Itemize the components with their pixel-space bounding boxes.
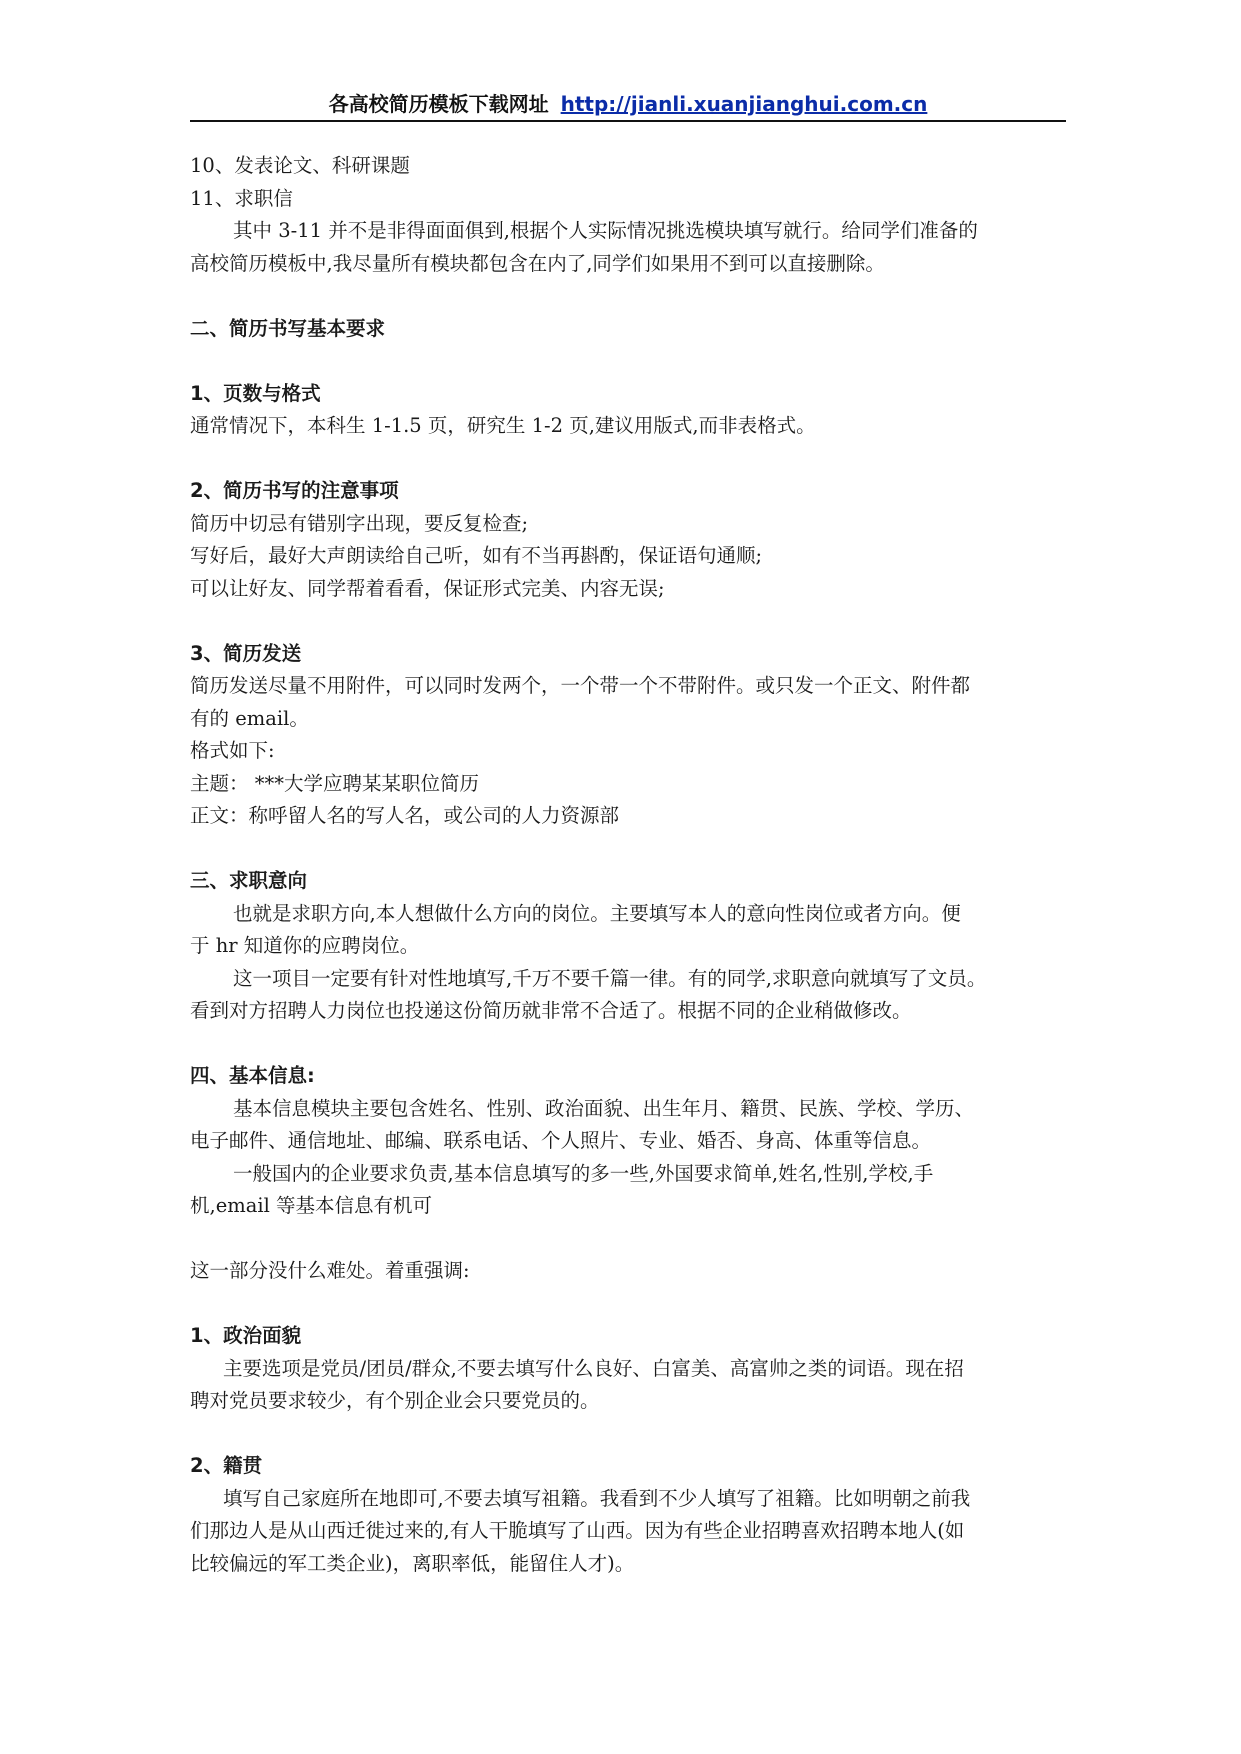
paragraph-line: 简历发送尽量不用附件，可以同时发两个，一个带一个不带附件。或只发一个正文、附件都 bbox=[190, 674, 971, 697]
paragraph-line: 电子邮件、通信地址、邮编、联系电话、个人照片、专业、婚否、身高、体重等信息。 bbox=[190, 1129, 932, 1152]
subsection-heading: 1、页数与格式 bbox=[190, 381, 321, 405]
paragraph-line: 于 hr 知道你的应聘岗位。 bbox=[190, 934, 420, 957]
paragraph-line: 填写自己家庭所在地即可,不要去填写祖籍。我看到不少人填写了祖籍。比如明朝之前我 bbox=[223, 1486, 971, 1510]
document-body bbox=[190, 150, 1066, 1580]
paragraph-line: 有的 email。 bbox=[190, 706, 309, 730]
paragraph-line: 这一部分没什么难处。着重强调: bbox=[190, 1259, 470, 1282]
paragraph-line: 主题： ***大学应聘某某职位简历 bbox=[190, 771, 479, 795]
paragraph-line: 简历中切忌有错别字出现，要反复检查; bbox=[190, 511, 529, 535]
section-heading: 三、求职意向 bbox=[190, 869, 308, 892]
paragraph-line: 正文：称呼留人名的写人名，或公司的人力资源部 bbox=[190, 804, 620, 827]
paragraph-line: 比较偏远的军工类企业)，离职率低，能留住人才)。 bbox=[190, 1551, 635, 1575]
paragraph-line: 一般国内的企业要求负责,基本信息填写的多一些,外国要求简单,姓名,性别,学校,手 bbox=[233, 1161, 934, 1185]
paragraph-line: 也就是求职方向,本人想做什么方向的岗位。主要填写本人的意向性岗位或者方向。便 bbox=[233, 901, 961, 925]
paragraph-line: 格式如下: bbox=[190, 739, 275, 762]
list-item: 10、发表论文、科研课题 bbox=[190, 154, 410, 177]
subsection-heading: 3、简历发送 bbox=[190, 641, 302, 665]
header-title: 各高校简历模板下载网址 bbox=[328, 92, 549, 116]
header-divider bbox=[190, 120, 1066, 122]
paragraph-line: 写好后，最好大声朗读给自己听，如有不当再斟酌，保证语句通顺; bbox=[190, 544, 763, 567]
paragraph-line: 这一项目一定要有针对性地填写,千万不要千篇一律。有的同学,求职意向就填写了文员。 bbox=[233, 966, 987, 990]
subsection-heading: 2、籍贯 bbox=[190, 1454, 263, 1477]
paragraph-line: 通常情况下，本科生 1-1.5 页，研究生 1-2 页,建议用版式,而非表格式。 bbox=[190, 414, 816, 437]
section-heading: 四、基本信息: bbox=[190, 1064, 315, 1087]
paragraph-line: 主要选项是党员/团员/群众,不要去填写什么良好、白富美、高富帅之类的词语。现在招 bbox=[223, 1356, 964, 1380]
paragraph-line: 可以让好友、同学帮着看看，保证形式完美、内容无误; bbox=[190, 576, 665, 600]
paragraph-line: 聘对党员要求较少，有个别企业会只要党员的。 bbox=[190, 1389, 600, 1412]
paragraph-line: 机,email 等基本信息有机可 bbox=[190, 1194, 433, 1217]
paragraph-line: 高校简历模板中,我尽量所有模块都包含在内了,同学们如果用不到可以直接删除。 bbox=[190, 251, 885, 275]
paragraph-line: 看到对方招聘人力岗位也投递这份简历就非常不合适了。根据不同的企业稍做修改。 bbox=[190, 999, 912, 1022]
section-heading: 二、简历书写基本要求 bbox=[190, 316, 386, 340]
list-item: 11、求职信 bbox=[190, 186, 293, 210]
paragraph-line: 们那边人是从山西迁徙过来的,有人干脆填写了山西。因为有些企业招聘喜欢招聘本地人(如 bbox=[190, 1519, 965, 1542]
header-url-link[interactable]: http://jianli.xuanjianghui.com.cn bbox=[560, 92, 928, 116]
page-header bbox=[190, 88, 1066, 117]
paragraph-line: 其中 3-11 并不是非得面面俱到,根据个人实际情况挑选模块填写就行。给同学们准备的 bbox=[233, 219, 978, 242]
paragraph-line: 基本信息模块主要包含姓名、性别、政治面貌、出生年月、籍贯、民族、学校、学历、 bbox=[233, 1096, 975, 1120]
subsection-heading: 1、政治面貌 bbox=[190, 1324, 302, 1347]
subsection-heading: 2、简历书写的注意事项 bbox=[190, 479, 399, 502]
